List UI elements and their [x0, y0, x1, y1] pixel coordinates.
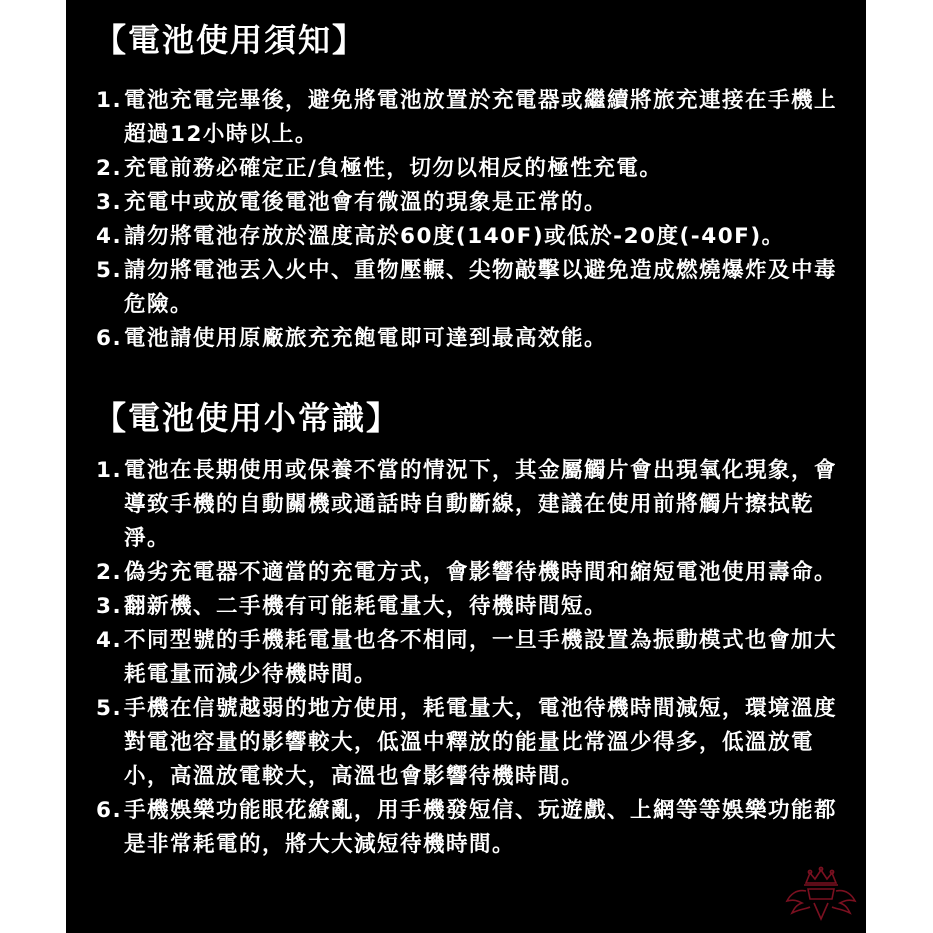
item-number: 4.	[96, 628, 123, 653]
item-text: 充電前務必確定正/負極性，切勿以相反的極性充電。	[124, 156, 663, 181]
item-text: 電池在長期使用或保養不當的情況下，其金屬觸片會出現氧化現象，會導致手機的自動關機或通話時自動斷線，建議在使用前將觸片擦拭乾淨。	[124, 458, 838, 551]
list-item	[96, 624, 846, 692]
item-number: 6.	[96, 326, 123, 351]
item-number: 1.	[96, 88, 123, 113]
crown-wings-logo-icon	[784, 865, 858, 925]
list-item	[96, 692, 846, 794]
notice-panel	[66, 0, 866, 933]
item-number: 5.	[96, 696, 123, 721]
item-text: 手機在信號越弱的地方使用，耗電量大，電池待機時間減短，環境溫度對電池容量的影響較大，低溫中釋放的能量比常溫少得多，低溫放電小，高溫放電較大，高溫也會影響待機時間。	[124, 696, 838, 789]
item-number: 2.	[96, 156, 123, 181]
list-item	[96, 454, 846, 556]
item-number: 6.	[96, 798, 123, 823]
item-text: 電池充電完畢後，避免將電池放置於充電器或繼續將旅充連接在手機上超過12小時以上。	[124, 88, 838, 147]
item-text: 翻新機、二手機有可能耗電量大，待機時間短。	[124, 594, 608, 619]
item-number: 5.	[96, 258, 123, 283]
list-item	[96, 590, 846, 624]
battery-usage-notice-title: 【電池使用須知】	[94, 21, 367, 59]
item-text: 偽劣充電器不適當的充電方式，會影響待機時間和縮短電池使用壽命。	[124, 560, 838, 585]
battery-tips-list	[96, 454, 846, 862]
item-number: 1.	[96, 458, 123, 483]
list-item	[96, 254, 846, 322]
battery-tips-title: 【電池使用小常識】	[94, 399, 401, 437]
list-item	[96, 794, 846, 862]
item-text: 請勿將電池存放於溫度高於60度(140F)或低於-20度(-40F)。	[124, 224, 785, 249]
item-number: 2.	[96, 560, 123, 585]
item-text: 充電中或放電後電池會有微溫的現象是正常的。	[124, 190, 608, 215]
item-text: 電池請使用原廠旅充充飽電即可達到最高效能。	[124, 326, 608, 351]
item-number: 3.	[96, 594, 123, 619]
item-text: 手機娛樂功能眼花繚亂，用手機發短信、玩遊戲、上網等等娛樂功能都是非常耗電的，將大大減短待機時間。	[124, 798, 838, 857]
list-item	[96, 152, 846, 186]
item-number: 4.	[96, 224, 123, 249]
item-number: 3.	[96, 190, 123, 215]
list-item	[96, 556, 846, 590]
list-item	[96, 186, 846, 220]
list-item	[96, 220, 846, 254]
item-text: 請勿將電池丟入火中、重物壓輾、尖物敲擊以避免造成燃燒爆炸及中毒危險。	[124, 258, 838, 317]
item-text: 不同型號的手機耗電量也各不相同，一旦手機設置為振動模式也會加大耗電量而減少待機時間。	[124, 628, 838, 687]
battery-usage-notice-list	[96, 84, 846, 356]
list-item	[96, 322, 846, 356]
list-item	[96, 84, 846, 152]
